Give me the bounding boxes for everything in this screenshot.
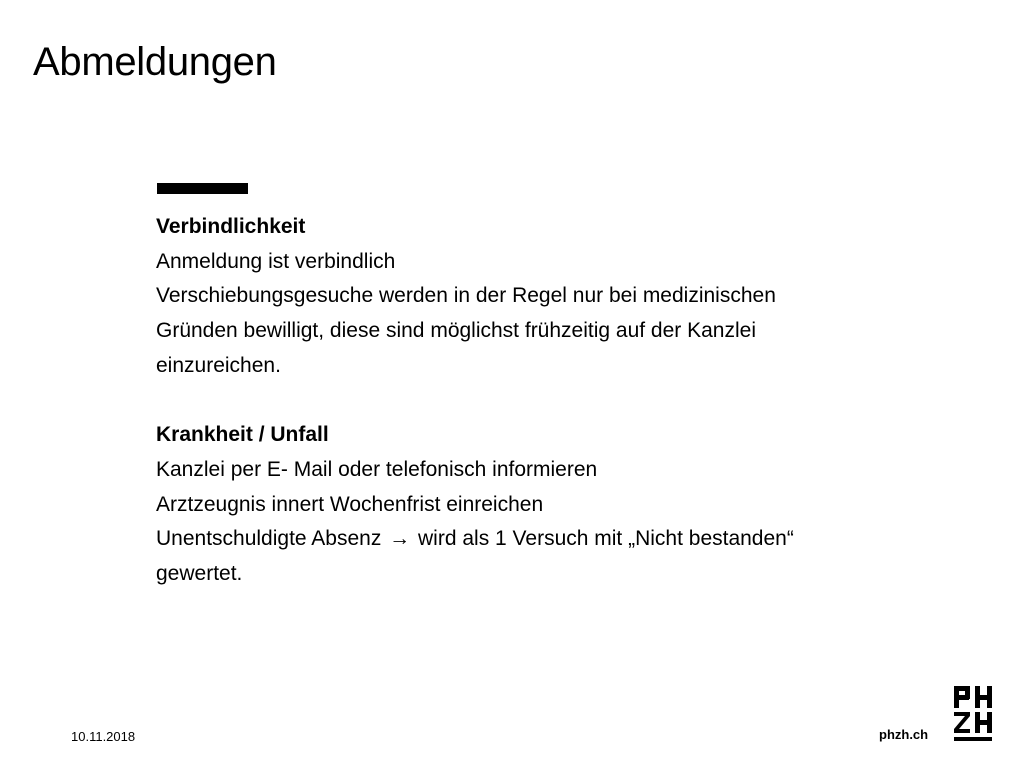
arrow-right-icon: → — [389, 527, 411, 551]
section-spacer — [156, 384, 956, 419]
text-line: Kanzlei per E- Mail oder telefonisch informieren — [156, 457, 598, 481]
text-line: einzureichen. — [156, 353, 281, 377]
accent-bar — [157, 183, 248, 194]
slide-content — [156, 210, 956, 592]
text-line: Anmeldung ist verbindlich — [156, 249, 396, 273]
text-line: Verschiebungsgesuche werden in der Regel nur bei medizinischen — [156, 284, 776, 308]
section-heading-krankheit-unfall — [156, 418, 956, 453]
section-heading-verbindlichkeit: Verbindlichkeit — [156, 215, 306, 238]
heading-part-krankheit: Krankheit — [156, 423, 253, 447]
text-line: Gründen bewilligt, diese sind möglichst frühzeitig auf der Kanzlei — [156, 319, 756, 343]
text-line: Arztzeugnis innert Wochenfrist einreichen — [156, 492, 544, 516]
text-line: gewertet. — [156, 562, 243, 586]
heading-part-unfall: Unfall — [270, 423, 329, 447]
absence-consequence-text: wird als 1 Versuch mit „Nicht bestanden“ — [418, 527, 794, 551]
phzh-logo — [954, 684, 994, 742]
absence-text: Unentschuldigte Absenz — [156, 527, 382, 551]
footer-date: 10.11.2018 — [71, 729, 136, 744]
slide-title: Abmeldungen — [33, 40, 277, 84]
phzh-logo-icon — [954, 684, 994, 742]
absence-line — [156, 522, 956, 557]
heading-separator: / — [252, 423, 271, 447]
footer-url: phzh.ch — [879, 727, 929, 742]
